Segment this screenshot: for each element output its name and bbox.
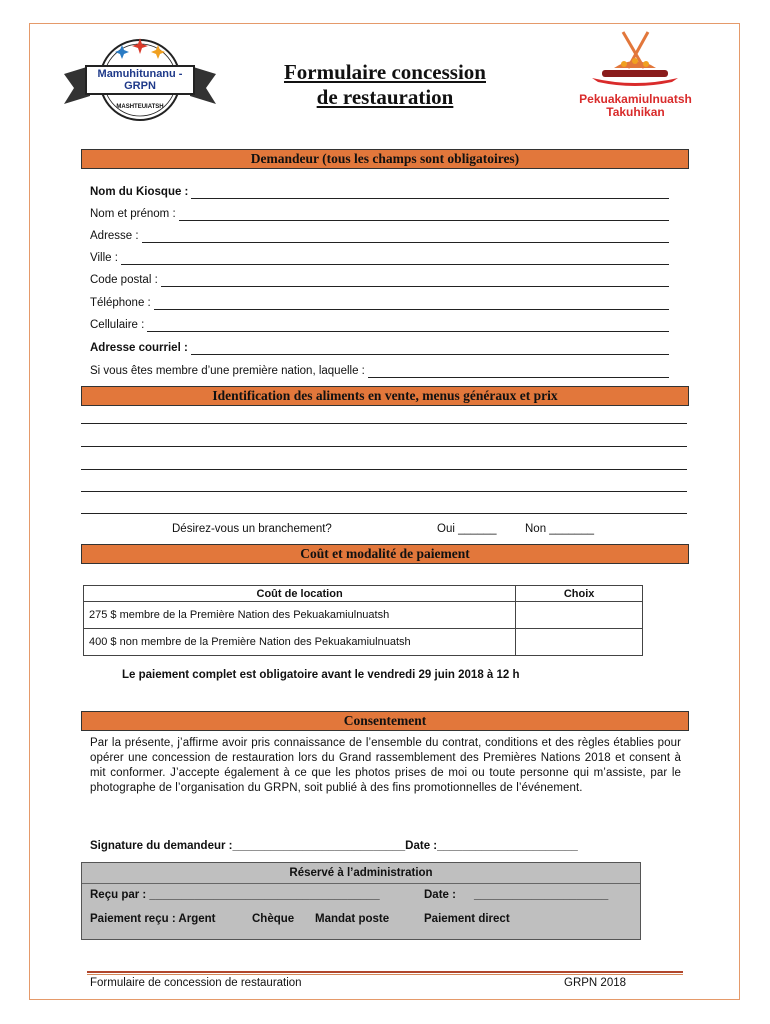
footer-right-text: GRPN 2018 [564,977,627,989]
food-line[interactable] [81,491,687,492]
food-line[interactable] [81,513,687,514]
table-row [84,629,643,656]
admin-payment-money-order[interactable]: Mandat poste [315,913,390,925]
field-label: Code postal : [90,274,158,286]
field-label: Si vous êtes membre d’une première nation, laquelle : [90,365,365,377]
field-label: Ville : [90,252,118,264]
field-blank[interactable] [368,365,669,378]
admin-title: Réservé à l’administration [289,867,433,879]
field-blank[interactable] [161,274,669,287]
choice-cell-non-member[interactable] [516,629,643,656]
logo-banner-line2: GRPN [124,80,156,92]
admin-box [81,862,641,940]
field-blank[interactable] [154,297,669,310]
hookup-no-option[interactable]: Non _______ [525,523,595,535]
cost-option-non-member: 400 $ non membre de la Première Nation des Pekuakamiulnuatsh [84,629,516,656]
field-blank[interactable] [191,186,669,199]
section-cost-header: Coût et modalité de paiement [81,544,689,564]
title-line2: de restauration [316,85,454,109]
field-city[interactable] [90,249,669,265]
food-line[interactable] [81,423,687,424]
admin-received-by[interactable]: Reçu par : ____________________________________ [90,889,380,901]
field-postal-code[interactable] [90,271,669,287]
choice-cell-member[interactable] [516,602,643,629]
admin-payment-direct[interactable]: Paiement direct [424,913,510,925]
logo-banner-text [86,68,194,92]
field-blank[interactable] [121,252,669,265]
section-food-header: Identification des aliments en vente, menus généraux et prix [81,386,689,406]
field-kiosk-name[interactable] [90,183,669,199]
food-line[interactable] [81,469,687,470]
cost-table [83,585,643,656]
field-blank[interactable] [179,208,669,221]
col-cost-header: Coût de location [84,586,516,602]
section-consent-header: Consentement [81,711,689,731]
field-full-name[interactable] [90,205,669,221]
field-address[interactable] [90,227,669,243]
hookup-question: Désirez-vous un branchement? [172,523,332,535]
title-line1: Formulaire concession [283,60,486,84]
admin-payment-cash[interactable]: Paiement reçu : Argent [90,913,216,925]
page-border [29,23,740,1000]
field-blank[interactable] [191,342,669,355]
admin-date-label: Date : [424,889,456,901]
logo-banner-line1: Mamuhitunanu - [97,68,183,80]
logo-right-name-line2: Takuhikan [606,105,665,119]
admin-payment-cheque[interactable]: Chèque [252,913,295,925]
admin-divider [82,883,640,884]
field-blank[interactable] [147,319,669,332]
grpn-logo [60,30,220,125]
pekuakamiulnuatsh-logo [568,30,703,122]
table-header-row [84,586,643,602]
food-line[interactable] [81,446,687,447]
footer-divider [87,971,683,973]
hookup-yes-option[interactable]: Oui ______ [437,523,497,535]
cost-option-member: 275 $ membre de la Première Nation des Pekuakamiulnuatsh [84,602,516,629]
col-choice-header: Choix [516,586,643,602]
footer-left-text: Formulaire de concession de restauration [90,977,302,989]
page-title [235,60,535,110]
field-blank[interactable] [142,230,669,243]
table-row [84,602,643,629]
field-label: Adresse : [90,230,139,242]
consent-text: Par la présente, j’affirme avoir pris connaissance de l’ensemble du contrat, conditions et des règles établies pour opérer une concession de restauration lors du Grand rassemblement des Premières Nations 2018 et consent à mit conformer. J’accepte également à ce que les photos prises de moi ou toute personne qui m’assiste, par le photographe de l’organisation du GRPN, soit publié à des fins promotionnelles de l’événement. [90,737,681,794]
footer-divider-thin [87,974,683,975]
signature-date-line[interactable]: Signature du demandeur :___________________________Date :______________________ [90,840,578,852]
field-cellphone[interactable] [90,316,669,332]
admin-date-blank[interactable]: _____________________ [474,889,609,901]
field-label: Adresse courriel : [90,342,188,354]
field-label: Nom du Kiosque : [90,186,189,198]
field-label: Nom et prénom : [90,208,176,220]
logo-right-name-line1: Pekuakamiulnuatsh [579,92,692,106]
field-label: Cellulaire : [90,319,145,331]
logo-bottom-text: MASHTEUIATSH [116,104,164,110]
field-label: Téléphone : [90,297,151,309]
payment-note: Le paiement complet est obligatoire avant le vendredi 29 juin 2018 à 12 h [122,669,520,681]
field-email[interactable] [90,339,669,355]
section-applicant-header: Demandeur (tous les champs sont obligatoires) [81,149,689,169]
field-first-nation[interactable] [90,362,669,378]
field-phone[interactable] [90,294,669,310]
